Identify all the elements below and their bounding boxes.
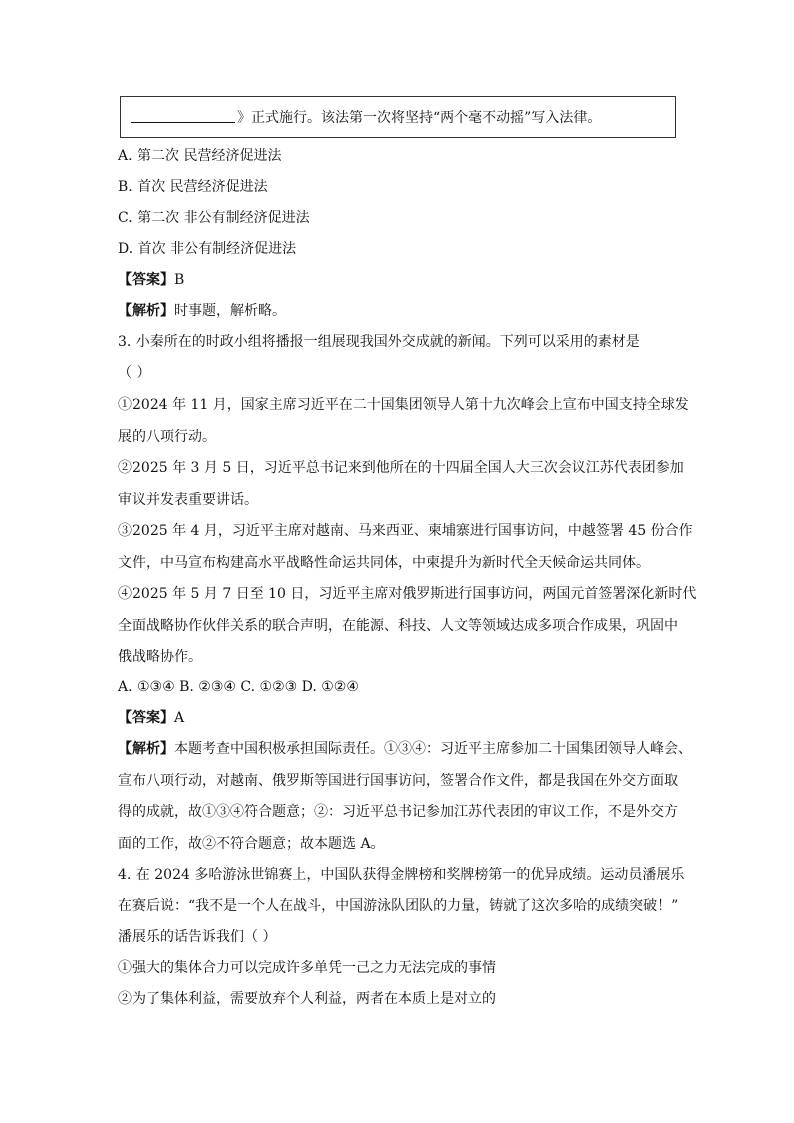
q2-option-b: B. 首次 民营经济促进法 (118, 179, 268, 195)
q3-choices: A. ①③④ B. ②③④ C. ①②③ D. ①②④ (118, 679, 359, 695)
q3-item-1-line-1: ①2024 年 11 月，国家主席习近平在二十国集团领导人第十九次峰会上宣布中国支持全球发 (118, 397, 689, 413)
analysis-text: 时事题，解析略。 (174, 303, 286, 319)
analysis-text: 本题考查中国积极承担国际责任。①③④：习近平主席参加二十国集团领导人峰会、 (174, 741, 692, 757)
q4-stem-line-3: 潘展乐的话告诉我们（ ） (118, 929, 277, 945)
analysis-label: 【解析】 (118, 303, 174, 319)
analysis-label: 【解析】 (118, 741, 174, 757)
boxed-question-stem (120, 96, 676, 138)
q2-answer (118, 270, 184, 290)
q4-stem-line-1: 4. 在 2024 多哈游泳世锦赛上，中国队获得金牌榜和奖牌榜第一的优异成绩。运动员潘展乐 (118, 867, 685, 883)
q3-item-4-line-3: 俄战略协作。 (118, 649, 202, 665)
q3-analysis-line-2: 宣布八项行动，对越南、俄罗斯等国进行国事访问，签署合作文件，都是我国在外交方面取 (118, 773, 678, 789)
q3-item-2-line-2: 审议并发表重要讲话。 (118, 492, 258, 508)
q3-analysis-line-1 (118, 739, 692, 759)
q4-stem-line-2: 在赛后说：“我不是一个人在战斗，中国游泳队团队的力量，铸就了这次多哈的成绩突破！” (118, 898, 679, 914)
answer-value: A (174, 710, 185, 726)
q3-item-1-line-2: 展的八项行动。 (118, 429, 216, 445)
q3-item-3-line-2: 文件，中马宣布构建高水平战略性命运共同体，中柬提升为新时代全天候命运共同体。 (118, 555, 650, 571)
q4-item-1: ①强大的集体合力可以完成许多单凭一己之力无法完成的事情 (118, 960, 496, 976)
q3-analysis-line-3: 得的成就，故①③④符合题意；②：习近平总书记参加江苏代表团的审议工作，不是外交方 (118, 804, 678, 820)
q2-analysis (118, 301, 286, 321)
q3-stem-line-1: 3. 小秦所在的时政小组将播报一组展现我国外交成就的新闻。下列可以采用的素材是 (118, 334, 640, 350)
q3-item-4-line-2: 全面战略协作伙伴关系的联合声明，在能源、科技、人文等领域达成多项合作成果，巩固中 (118, 618, 678, 634)
q2-option-c: C. 第二次 非公有制经济促进法 (118, 210, 310, 226)
q3-item-4-line-1: ④2025 年 5 月 7 日至 10 日，习近平主席对俄罗斯进行国事访问，两国元首签署深化新时代 (118, 586, 697, 602)
q3-analysis-line-4: 面的工作，故②不符合题意；故本题选 A。 (118, 836, 385, 852)
fill-in-blank (131, 108, 235, 123)
q3-answer (118, 708, 184, 728)
answer-label: 【答案】 (118, 272, 174, 288)
answer-value: B (174, 272, 185, 288)
q2-option-d: D. 首次 非公有制经济促进法 (118, 241, 297, 257)
q2-option-a: A. 第二次 民营经济促进法 (118, 148, 282, 164)
answer-label: 【答案】 (118, 710, 174, 726)
boxed-text: 》正式施行。该法第一次将坚持“两个毫不动摇”写入法律。 (237, 110, 602, 126)
q3-item-3-line-1: ③2025 年 4 月，习近平主席对越南、马来西亚、柬埔寨进行国事访问，中越签署 45 份合作 (118, 523, 693, 539)
q3-stem-line-2: （ ） (118, 365, 151, 381)
q4-item-2: ②为了集体利益，需要放弃个人利益，两者在本质上是对立的 (118, 991, 496, 1007)
q3-item-2-line-1: ②2025 年 3 月 5 日，习近平总书记来到他所在的十四届全国人大三次会议江苏代表团参加 (118, 460, 684, 476)
